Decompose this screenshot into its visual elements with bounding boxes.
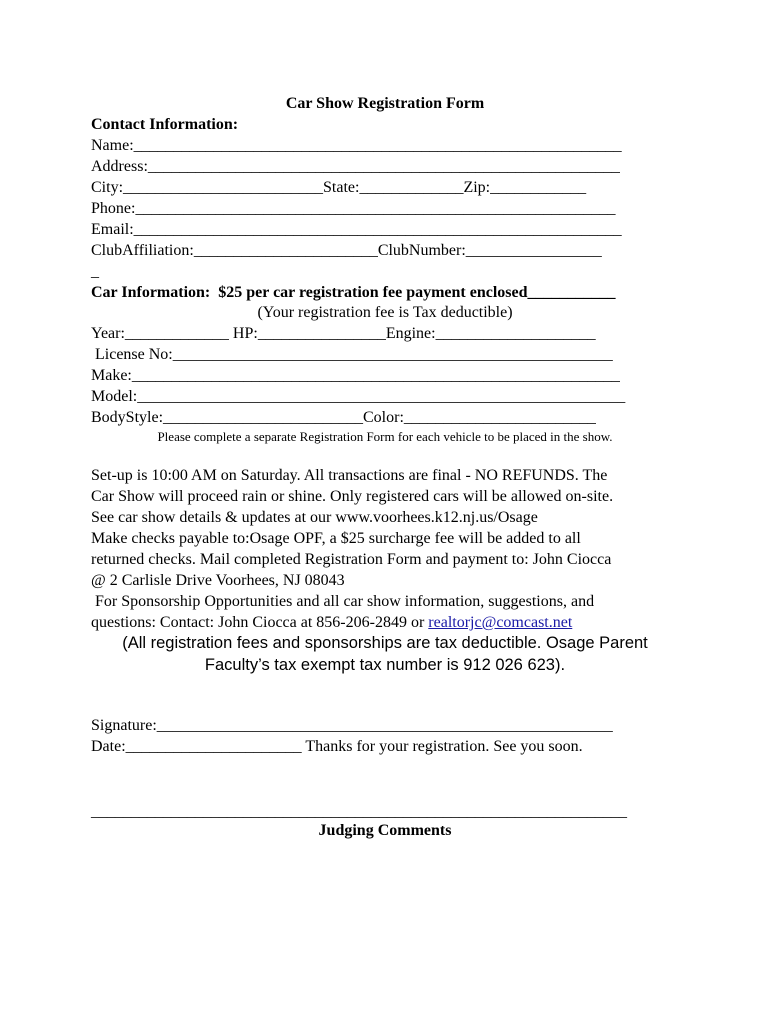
- tax-note-line-2: Faculty’s tax exempt tax number is 912 026 623).: [204, 656, 566, 674]
- separate-form-note: Please complete a separate Registration Form for each vehicle to be placed in the show.: [157, 429, 613, 444]
- info-line-1: Set-up is 10:00 AM on Saturday. All transactions are final - NO REFUNDS. The: [91, 467, 608, 484]
- contact-text: questions: Contact: John Ciocca at 856-206-2849 or: [91, 614, 429, 631]
- city-state-zip-field: City:_________________________State:_____________Zip:____________: [91, 179, 587, 196]
- year-hp-engine-field: Year:_____________ HP:________________Engine:____________________: [91, 325, 596, 342]
- address-field: Address:___________________________________________________________: [91, 158, 620, 175]
- thanks-text: Thanks for your registration. See you soon.: [301, 738, 583, 755]
- email-field: Email:_____________________________________________________________: [91, 221, 622, 238]
- judging-heading: Judging Comments: [318, 822, 452, 839]
- signature-field: Signature:_________________________________________________________: [91, 717, 613, 734]
- info-line-8: [91, 613, 572, 633]
- license-field: License No:_______________________________________________________: [91, 346, 613, 363]
- date-field: [91, 737, 583, 757]
- info-line-7: For Sponsorship Opportunities and all car show information, suggestions, and: [91, 593, 595, 610]
- phone-field: Phone:____________________________________________________________: [91, 200, 616, 217]
- judging-rule: ___________________________________________________________________: [91, 803, 627, 820]
- fee-note: (Your registration fee is Tax deductible): [257, 304, 513, 321]
- info-line-4: Make checks payable to:Osage OPF, a $25 surcharge fee will be added to all: [91, 530, 581, 547]
- contact-heading: Contact Information:: [91, 116, 239, 133]
- name-field: Name:_____________________________________________________________: [91, 137, 622, 154]
- tax-note-line-1: (All registration fees and sponsorships are tax deductible. Osage Parent: [122, 634, 648, 652]
- car-heading: Car Information: $25 per car registration fee payment enclosed___________: [91, 284, 616, 301]
- club-field-continuation: _: [91, 263, 99, 280]
- bodystyle-color-field: BodyStyle:_________________________Color:________________________: [91, 409, 596, 426]
- info-line-6: @ 2 Carlisle Drive Voorhees, NJ 08043: [91, 572, 345, 589]
- club-field: ClubAffiliation:_______________________ClubNumber:_________________: [91, 242, 602, 259]
- date-line: Date:______________________: [91, 738, 302, 755]
- info-line-5: returned checks. Mail completed Registration Form and payment to: John Ciocca: [91, 551, 612, 568]
- make-field: Make:_____________________________________________________________: [91, 367, 620, 384]
- email-link[interactable]: realtorjc@comcast.net: [428, 614, 573, 631]
- form-title: Car Show Registration Form: [285, 95, 485, 112]
- model-field: Model:_____________________________________________________________: [91, 388, 626, 405]
- info-line-3: See car show details & updates at our www.voorhees.k12.nj.us/Osage: [91, 509, 538, 526]
- info-line-2: Car Show will proceed rain or shine. Only registered cars will be allowed on-site.: [91, 488, 614, 505]
